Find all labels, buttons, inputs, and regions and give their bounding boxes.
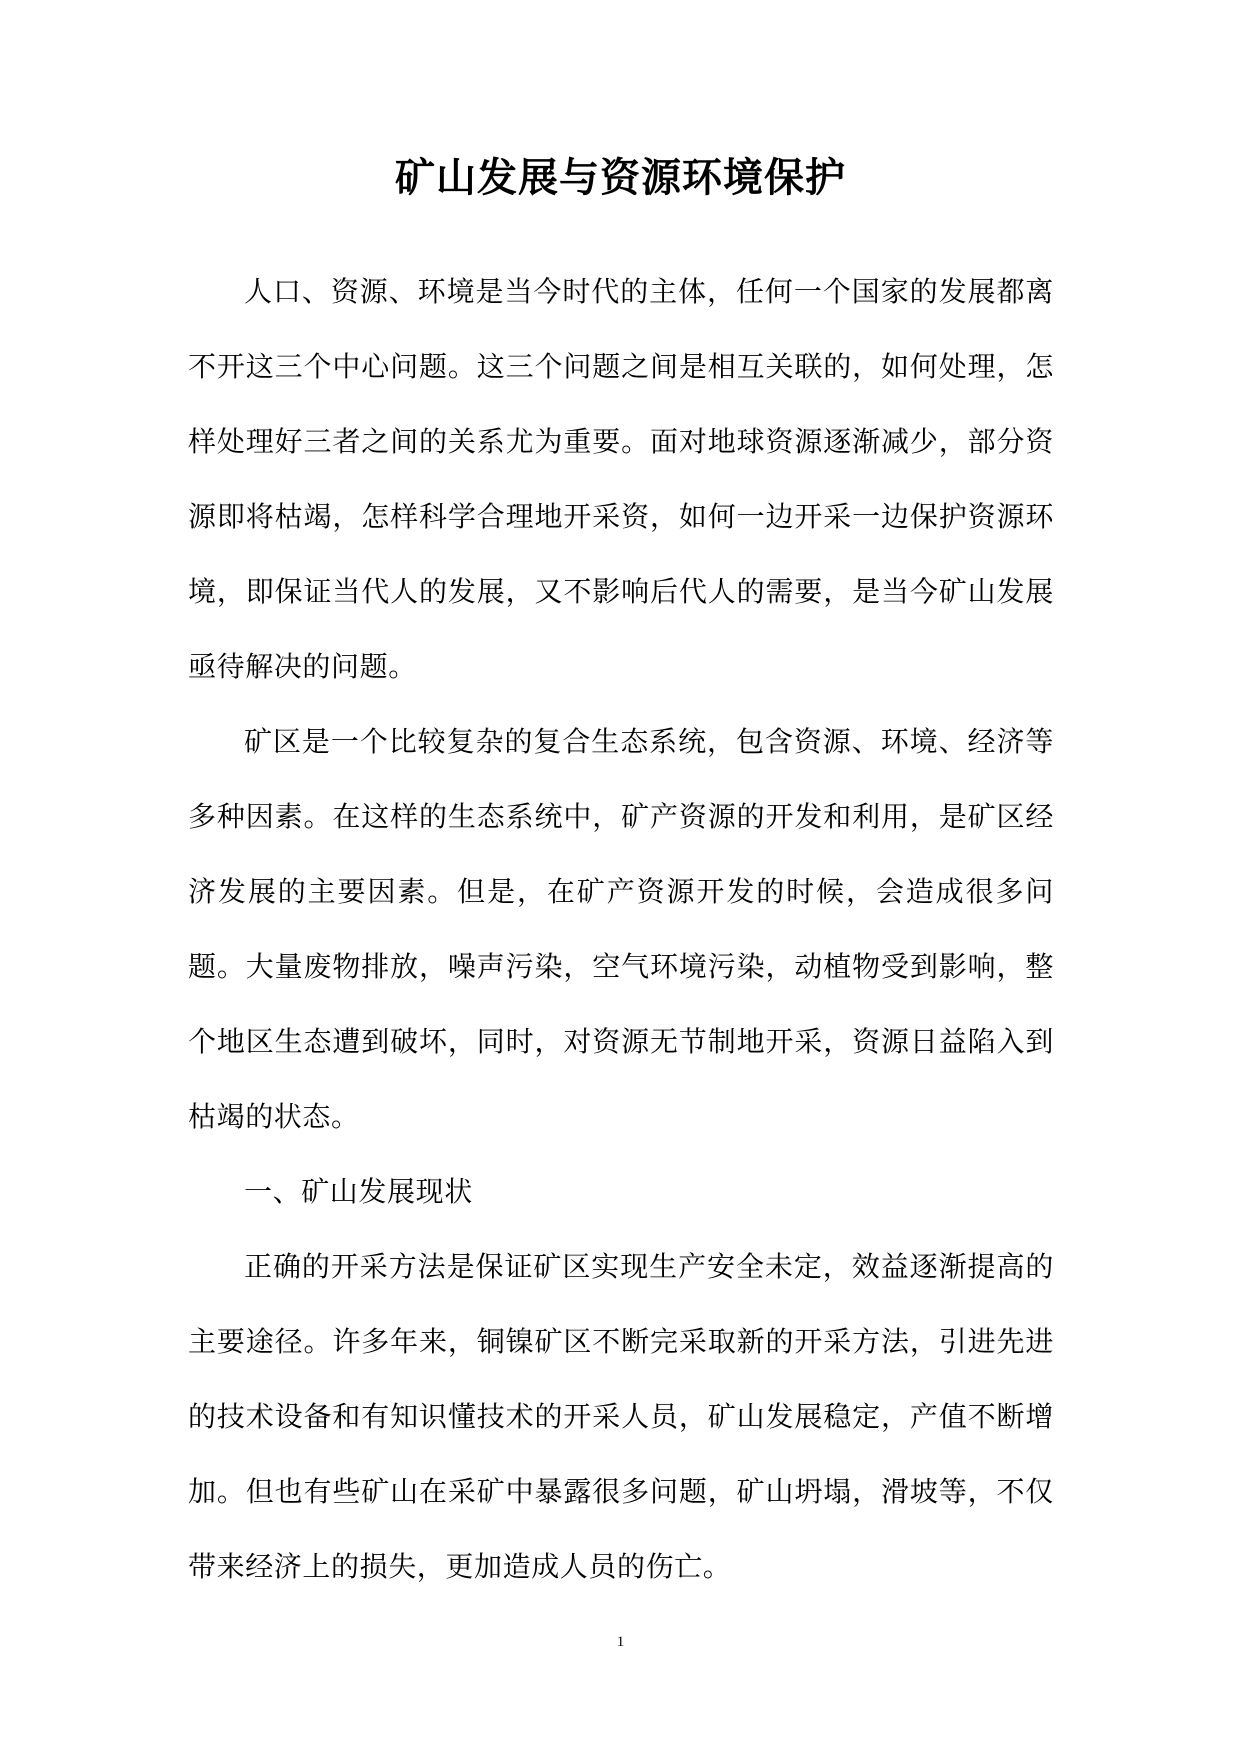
section-heading-current-status: 一、矿山发展现状	[244, 1175, 473, 1208]
document-title: 矿山发展与资源环境保护	[395, 154, 846, 201]
paragraph-intro: 人口、资源、环境是当今时代的主体，任何一个国家的发展都离不开这三个中心问题。这三个问题之间是相互关联的，如何处理，怎样处理好三者之间的关系尤为重要。面对地球资源逐渐减少，部分资源即将枯竭，怎样科学合理地开采资，如何一边开采一边保护资源环境，即保证当代人的发展，又不影响后代人的需要，是当今矿山发展亟待解决的问题。	[188, 275, 1054, 683]
page-number: 1	[616, 1634, 625, 1650]
document-body	[188, 254, 1054, 1604]
paragraph-mining-methods: 正确的开采方法是保证矿区实现生产安全未定，效益逐渐提高的主要途径。许多年来，铜镍矿区不断完采取新的开采方法，引进先进的技术设备和有知识懂技术的开采人员，矿山发展稳定，产值不断增加。但也有些矿山在采矿中暴露很多问题，矿山坍塌，滑坡等，不仅带来经济上的损失，更加造成人员的伤亡。	[188, 1250, 1054, 1583]
paragraph-mining-ecosystem: 矿区是一个比较复杂的复合生态系统，包含资源、环境、经济等多种因素。在这样的生态系统中，矿产资源的开发和利用，是矿区经济发展的主要因素。但是，在矿产资源开发的时候，会造成很多问题。大量废物排放，噪声污染，空气环境污染，动植物受到影响，整个地区生态遭到破坏，同时，对资源无节制地开采，资源日益陷入到枯竭的状态。	[188, 725, 1054, 1133]
